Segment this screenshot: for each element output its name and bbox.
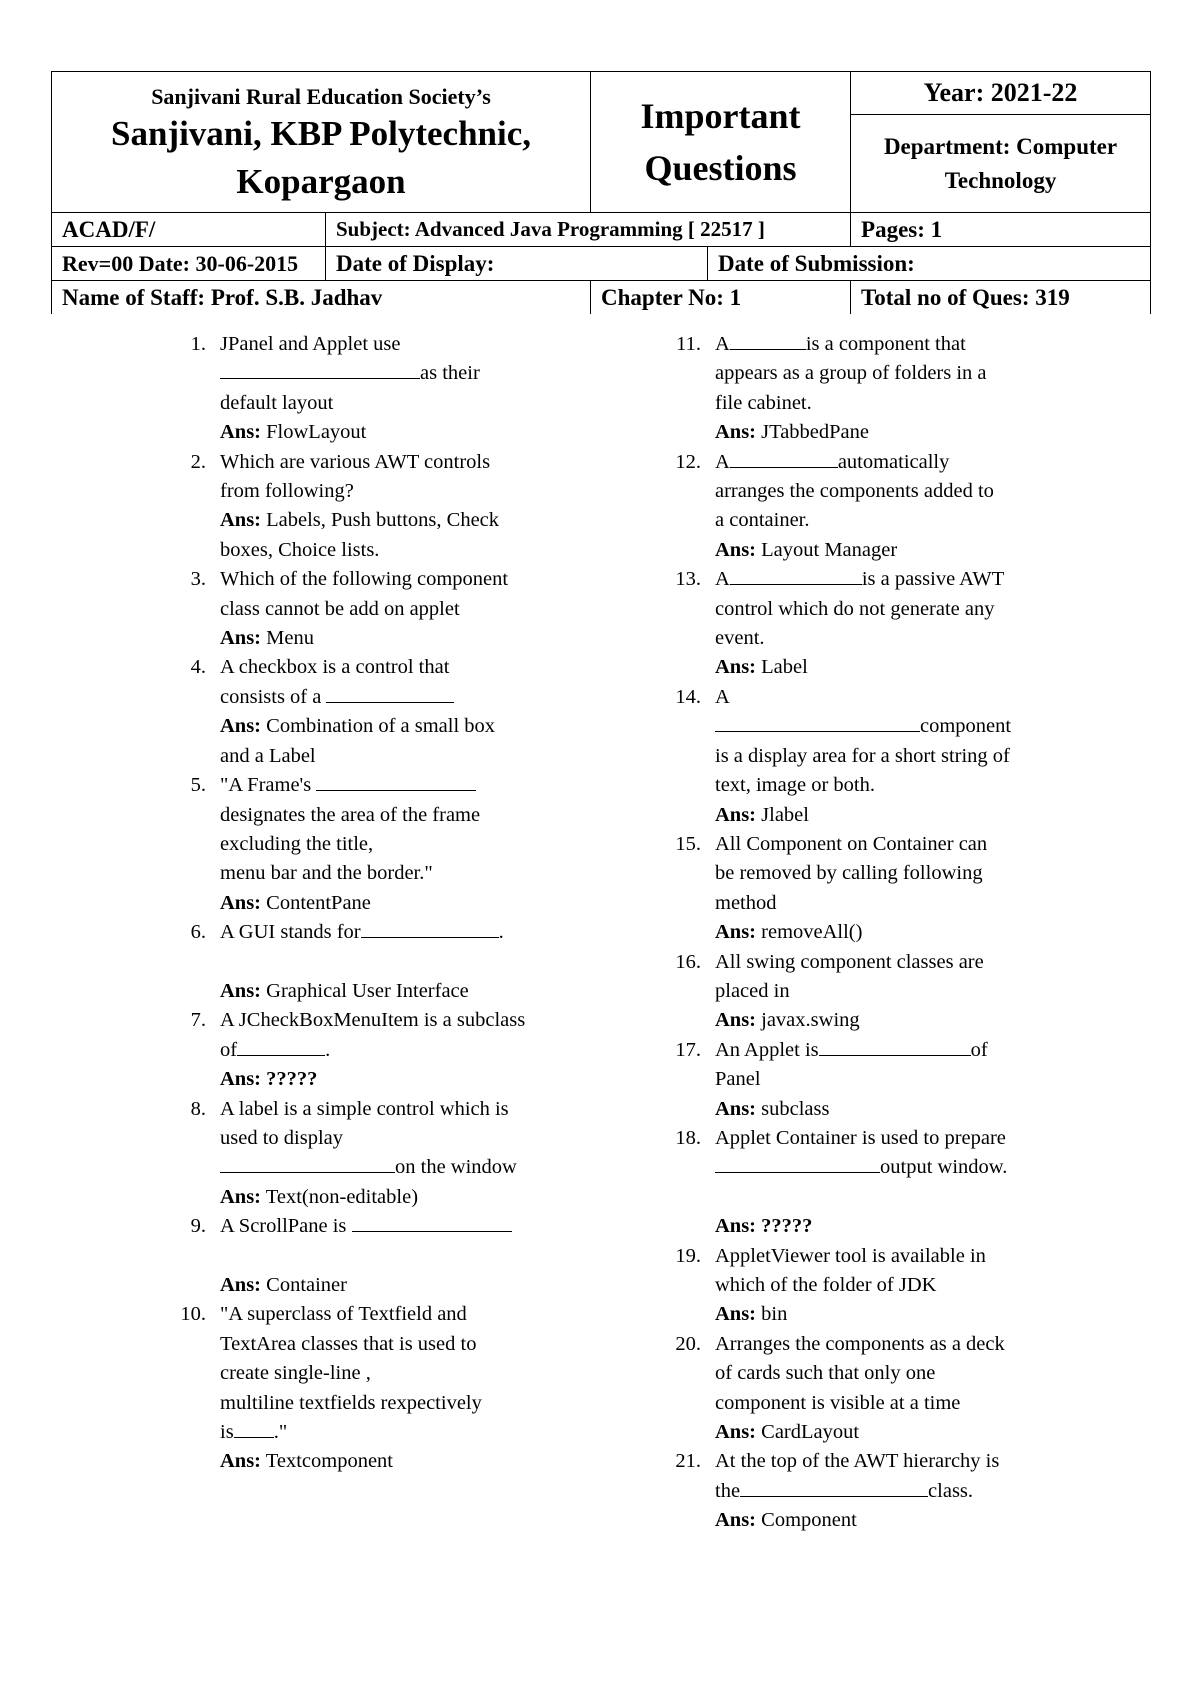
question-text: At the top of the AWT hierarchy is xyxy=(715,1450,1000,1473)
question-number: 18. xyxy=(675,1126,701,1149)
question-text: Arranges the components as a deck xyxy=(715,1332,1005,1355)
answer-text: Labels, Push buttons, Check xyxy=(266,509,500,532)
department-cell xyxy=(851,115,1151,213)
question-text: is a display area for a short string of xyxy=(715,744,1010,767)
question-text: "A superclass of Textfield and xyxy=(220,1303,467,1326)
question-text: multiline textfields rexpectively xyxy=(220,1391,482,1414)
answer-line xyxy=(715,1506,1071,1535)
answer-blank xyxy=(819,1037,971,1056)
answer-text-continued: and a Label xyxy=(220,744,316,767)
answer-text: CardLayout xyxy=(761,1421,860,1444)
question-text: of . xyxy=(220,1038,331,1061)
answer-label: Ans: xyxy=(220,1273,262,1296)
question-item xyxy=(176,1095,586,1213)
answer-line xyxy=(220,418,586,447)
question-number: 21. xyxy=(675,1450,701,1473)
question-text: as their xyxy=(220,359,586,388)
answer-blank xyxy=(352,1213,512,1232)
question-item xyxy=(176,448,586,566)
title-line1: Important xyxy=(640,96,801,136)
answer-blank xyxy=(234,1419,274,1438)
answer-line xyxy=(715,1095,1071,1124)
question-text: consists of a xyxy=(220,683,586,712)
answer-label: Ans: xyxy=(220,1450,262,1473)
question-number: 2. xyxy=(190,450,206,473)
answer-label: Ans: xyxy=(220,979,262,1002)
question-item xyxy=(671,448,1071,566)
answer-label: Ans: xyxy=(715,803,757,826)
answer-text: bin xyxy=(761,1303,788,1326)
question-text: arranges the components added to xyxy=(715,480,994,503)
question-number: 12. xyxy=(675,450,701,473)
question-item xyxy=(176,1212,586,1300)
answer-blank xyxy=(730,566,862,585)
answer-text: Textcomponent xyxy=(265,1450,394,1473)
question-text: designates the area of the frame xyxy=(220,803,481,826)
answer-label: Ans: xyxy=(220,1185,262,1208)
question-number: 19. xyxy=(675,1244,701,1267)
question-item xyxy=(176,330,586,448)
answer-line xyxy=(715,801,1071,830)
answer-line xyxy=(220,977,586,1006)
answer-label: Ans: xyxy=(715,1215,757,1238)
answer-text: subclass xyxy=(761,1097,830,1120)
question-text: method xyxy=(715,891,777,914)
answer-text: Combination of a small box xyxy=(266,715,496,738)
question-text: text, image or both. xyxy=(715,774,875,797)
answer-blank xyxy=(715,1154,880,1173)
answer-blank xyxy=(730,449,838,468)
answer-text: removeAll() xyxy=(761,921,863,944)
answer-blank xyxy=(740,1478,928,1497)
question-text: component is visible at a time xyxy=(715,1391,961,1414)
question-item xyxy=(671,948,1071,1036)
answer-line xyxy=(220,712,586,741)
acad-code: ACAD/F/ xyxy=(52,213,326,247)
question-number: 4. xyxy=(190,656,206,679)
year: Year: 2021-22 xyxy=(851,72,1151,115)
question-text: Which of the following component xyxy=(220,568,509,591)
question-text: A label is a simple control which is xyxy=(220,1097,509,1120)
answer-label: Ans: xyxy=(715,656,757,679)
answer-text: Graphical User Interface xyxy=(266,979,469,1002)
answer-blank xyxy=(715,713,920,732)
answer-text: Menu xyxy=(266,627,314,650)
question-number: 3. xyxy=(190,568,206,591)
question-text: a container. xyxy=(715,509,810,532)
question-text: All swing component classes are xyxy=(715,950,984,973)
question-text: All Component on Container can xyxy=(715,832,988,855)
answer-text: ????? xyxy=(761,1215,813,1238)
question-text: A automatically xyxy=(715,450,950,473)
question-text: control which do not generate any xyxy=(715,597,995,620)
answer-text: ContentPane xyxy=(266,891,371,914)
answer-text-continued: boxes, Choice lists. xyxy=(220,538,380,561)
answer-line xyxy=(715,918,1071,947)
answer-line xyxy=(220,506,586,535)
answer-line xyxy=(220,1065,586,1094)
answer-label: Ans: xyxy=(715,1421,757,1444)
society-name: Sanjivani Rural Education Society’s xyxy=(151,84,491,109)
question-text: A is a passive AWT xyxy=(715,568,1005,591)
answer-text: Layout Manager xyxy=(761,538,898,561)
question-text: JPanel and Applet use xyxy=(220,333,401,355)
question-text: AppletViewer tool is available in xyxy=(715,1244,986,1267)
question-text: "A Frame's xyxy=(220,771,586,800)
answer-text: javax.swing xyxy=(761,1009,860,1032)
institute-cell xyxy=(52,72,591,213)
answer-text: ????? xyxy=(266,1068,318,1091)
department-line2: Technology xyxy=(944,167,1057,193)
answer-text: Component xyxy=(761,1509,857,1532)
question-number: 11. xyxy=(676,333,701,355)
question-text: Panel xyxy=(715,1068,761,1091)
answer-line xyxy=(220,1183,586,1212)
department-line1: Department: Computer xyxy=(883,133,1118,159)
question-item xyxy=(671,565,1071,683)
question-item xyxy=(671,683,1071,830)
question-text: A ScrollPane is xyxy=(220,1212,586,1241)
question-number: 5. xyxy=(190,774,206,797)
answer-text: Container xyxy=(266,1273,347,1296)
answer-text: FlowLayout xyxy=(266,421,367,444)
answer-text: Jlabel xyxy=(761,803,809,826)
question-number: 17. xyxy=(675,1038,701,1061)
answer-text: JTabbedPane xyxy=(761,421,870,444)
pages: Pages: 1 xyxy=(851,213,1151,247)
question-text: A xyxy=(715,685,730,708)
question-item xyxy=(671,1124,1071,1242)
question-text: be removed by calling following xyxy=(715,862,983,885)
answer-line xyxy=(220,1271,586,1300)
answer-line xyxy=(715,653,1071,682)
question-item xyxy=(671,330,1071,448)
subject: Subject: Advanced Java Programming [ 22517 ] xyxy=(326,213,851,247)
question-item xyxy=(176,1300,586,1476)
answer-line xyxy=(220,624,586,653)
answer-line xyxy=(715,1212,1071,1241)
title-line2: Questions xyxy=(644,148,797,188)
question-item xyxy=(176,1006,586,1094)
question-item xyxy=(176,771,586,918)
spacer-line xyxy=(220,948,586,977)
answer-label: Ans: xyxy=(220,421,262,444)
title-cell xyxy=(591,72,851,213)
question-text: A is a component that xyxy=(715,333,966,355)
college-name-line1: Sanjivani, KBP Polytechnic, xyxy=(110,114,532,153)
answer-line xyxy=(220,1447,586,1476)
question-text: create single-line , xyxy=(220,1362,371,1385)
question-text: which of the folder of JDK xyxy=(715,1273,937,1296)
date-of-display: Date of Display: xyxy=(326,247,708,281)
question-text: on the window xyxy=(220,1153,586,1182)
answer-line xyxy=(715,1006,1071,1035)
question-text: used to display xyxy=(220,1126,343,1149)
answer-label: Ans: xyxy=(715,921,757,944)
question-text: output window. xyxy=(715,1153,1071,1182)
question-text: from following? xyxy=(220,480,354,503)
question-text: Applet Container is used to prepare xyxy=(715,1126,1006,1149)
question-number: 9. xyxy=(190,1215,206,1238)
answer-blank xyxy=(326,684,454,703)
answer-line xyxy=(220,889,586,918)
question-number: 13. xyxy=(675,568,701,591)
question-text: An Applet is of xyxy=(715,1038,988,1061)
question-text: of cards such that only one xyxy=(715,1362,936,1385)
answer-blank xyxy=(361,919,499,938)
question-number: 14. xyxy=(675,685,701,708)
question-number: 16. xyxy=(675,950,701,973)
question-item xyxy=(671,830,1071,948)
college-name-line2: Kopargaon xyxy=(236,162,406,201)
spacer-line xyxy=(715,1183,1071,1212)
question-text: Which are various AWT controls xyxy=(220,450,491,473)
question-item xyxy=(671,1242,1071,1330)
question-text: placed in xyxy=(715,979,790,1002)
answer-label: Ans: xyxy=(220,1068,262,1091)
staff-name: Name of Staff: Prof. S.B. Jadhav xyxy=(52,281,591,315)
question-text: file cabinet. xyxy=(715,391,812,414)
answer-line xyxy=(715,536,1071,565)
question-text: TextArea classes that is used to xyxy=(220,1332,477,1355)
question-text: A JCheckBoxMenuItem is a subclass xyxy=(220,1009,526,1032)
question-text: default layout xyxy=(220,391,334,414)
question-number: 20. xyxy=(675,1332,701,1355)
question-number: 10. xyxy=(180,1303,206,1326)
answer-label: Ans: xyxy=(220,715,262,738)
question-text: A GUI stands for . xyxy=(220,921,504,944)
revision-date: Rev=00 Date: 30-06-2015 xyxy=(52,247,326,281)
answer-blank xyxy=(237,1037,325,1056)
question-text: appears as a group of folders in a xyxy=(715,362,987,385)
question-number: 1. xyxy=(190,333,206,355)
answer-label: Ans: xyxy=(715,1303,757,1326)
answer-line xyxy=(715,1418,1071,1447)
question-item xyxy=(176,653,586,771)
question-item xyxy=(176,918,586,1006)
header-table xyxy=(51,71,1151,314)
answer-text: Text(non-editable) xyxy=(265,1185,419,1208)
answer-label: Ans: xyxy=(715,1509,757,1532)
question-text: component xyxy=(715,712,1071,741)
questions-column-right xyxy=(671,330,1071,1536)
answer-label: Ans: xyxy=(220,627,262,650)
answer-label: Ans: xyxy=(715,538,757,561)
question-text: menu bar and the border." xyxy=(220,862,433,885)
question-text: is ." xyxy=(220,1421,288,1443)
date-of-submission: Date of Submission: xyxy=(708,247,1151,281)
answer-label: Ans: xyxy=(715,1009,757,1032)
question-item xyxy=(671,1330,1071,1448)
question-number: 6. xyxy=(190,921,206,944)
answer-label: Ans: xyxy=(715,1097,757,1120)
question-item xyxy=(671,1447,1071,1535)
question-text: excluding the title, xyxy=(220,832,374,855)
chapter-number: Chapter No: 1 xyxy=(591,281,851,315)
answer-blank xyxy=(220,1154,395,1173)
answer-text: Label xyxy=(761,656,808,679)
questions-column-left xyxy=(176,330,586,1477)
total-questions: Total no of Ques: 319 xyxy=(851,281,1151,315)
answer-label: Ans: xyxy=(715,421,757,444)
spacer-line xyxy=(220,1242,586,1271)
question-text: class cannot be add on applet xyxy=(220,597,460,620)
answer-line xyxy=(715,1300,1071,1329)
question-item xyxy=(671,1036,1071,1124)
answer-line xyxy=(715,418,1071,447)
answer-label: Ans: xyxy=(220,891,262,914)
answer-label: Ans: xyxy=(220,509,262,532)
answer-blank xyxy=(316,772,476,791)
question-number: 15. xyxy=(675,832,701,855)
question-item xyxy=(176,565,586,653)
answer-blank xyxy=(730,331,806,350)
question-number: 8. xyxy=(190,1097,206,1120)
question-text: the class. xyxy=(715,1479,974,1502)
question-number: 7. xyxy=(190,1009,206,1032)
question-text: A checkbox is a control that xyxy=(220,656,450,679)
answer-blank xyxy=(220,360,420,379)
question-text: event. xyxy=(715,627,765,650)
